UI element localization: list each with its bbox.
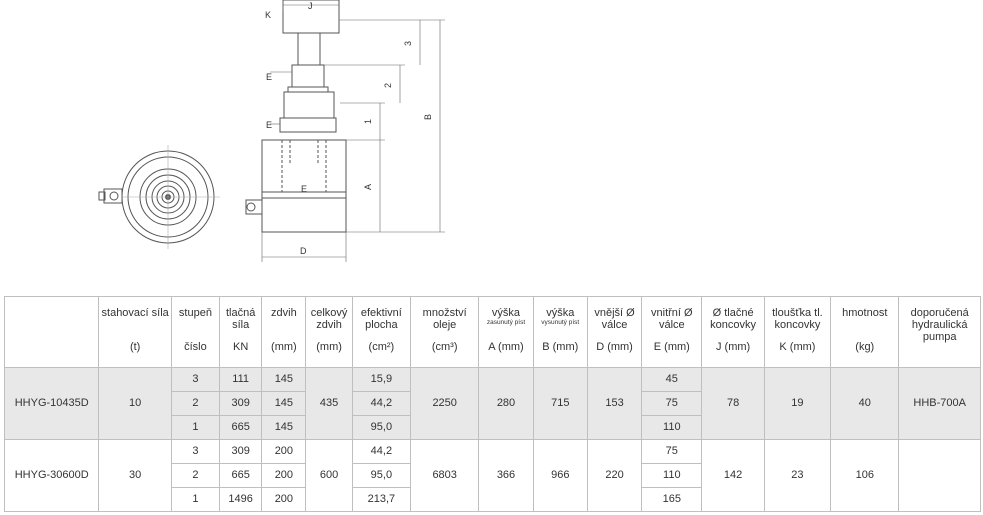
j-cell: 78 [702,368,764,440]
dim-a-label: A [363,183,373,190]
cylinder-side-view [246,0,445,262]
header-stroke: zdvih (mm) [262,297,306,368]
spec-table [4,296,981,512]
dim-j-label: J [308,1,313,11]
header-weight: hmotnost (kg) [831,297,899,368]
dim-d-label: D [300,246,307,256]
header-saddle-thickness: tloušťka tl. koncovky K (mm) [764,297,830,368]
stroke-cell: 200 [262,464,306,488]
dim-e-body-label: E [301,184,308,194]
dim-e-top-label: E [266,72,273,82]
force-cell: 30 [99,440,171,512]
header-height-a: výška zasunutý píst A (mm) [479,297,533,368]
header-outer-diameter: vnější Ø válce D (mm) [587,297,641,368]
stroke-cell: 145 [262,368,306,392]
weight-cell: 40 [831,368,899,440]
inner-e-cell: 75 [642,392,702,416]
total-stroke-cell: 435 [306,368,352,440]
outer-d-cell: 220 [587,440,641,512]
header-oil-volume: množství oleje (cm³) [411,297,479,368]
stroke-cell: 200 [262,440,306,464]
dim-e-mid-label: E [266,120,273,130]
header-push-force: tlačná síla KN [220,297,262,368]
dim-2-label: 2 [383,82,393,88]
height-b-cell: 715 [533,368,587,440]
pump-cell: HHB-700A [899,368,981,440]
header-saddle-diameter: Ø tlačné koncovky J (mm) [702,297,764,368]
inner-e-cell: 45 [642,368,702,392]
dim-1-label: 1 [363,118,373,124]
stroke-cell: 145 [262,392,306,416]
stage-cell: 3 [171,368,219,392]
oil-cell: 6803 [411,440,479,512]
height-a-cell: 366 [479,440,533,512]
dim-3-label: 3 [403,40,413,46]
kn-cell: 1496 [220,488,262,512]
stage-cell: 3 [171,440,219,464]
inner-e-cell: 110 [642,464,702,488]
header-total-stroke: celkový zdvih (mm) [306,297,352,368]
header-pump: doporučená hydraulická pumpa [899,297,981,368]
total-stroke-cell: 600 [306,440,352,512]
oil-cell: 2250 [411,368,479,440]
inner-e-cell: 165 [642,488,702,512]
weight-cell: 106 [831,440,899,512]
area-cell: 44,2 [352,392,410,416]
header-inner-diameter: vnitřní Ø válce E (mm) [642,297,702,368]
model-name: HHYG-10435D [5,368,99,440]
stage-cell: 2 [171,392,219,416]
dim-b-label: B [423,113,433,120]
area-cell: 95,0 [352,464,410,488]
header-force: stahovací síla (t) [99,297,171,368]
k-cell: 19 [764,368,830,440]
kn-cell: 309 [220,440,262,464]
inner-e-cell: 75 [642,440,702,464]
stage-cell: 1 [171,416,219,440]
header-cell-empty [5,297,99,368]
dim-k-label: K [265,10,272,20]
stage-cell: 2 [171,464,219,488]
pump-cell [899,440,981,512]
inner-e-cell: 110 [642,416,702,440]
table-row [5,440,981,464]
kn-cell: 665 [220,464,262,488]
stroke-cell: 200 [262,488,306,512]
area-cell: 95,0 [352,416,410,440]
header-row [5,297,981,368]
header-stage: stupeň číslo [171,297,219,368]
kn-cell: 665 [220,416,262,440]
k-cell: 23 [764,440,830,512]
stroke-cell: 145 [262,416,306,440]
stage-cell: 1 [171,488,219,512]
area-cell: 15,9 [352,368,410,392]
outer-d-cell: 153 [587,368,641,440]
model-name: HHYG-30600D [5,440,99,512]
force-cell: 10 [99,368,171,440]
table-row [5,368,981,392]
height-a-cell: 280 [479,368,533,440]
header-effective-area: efektivní plocha (cm²) [352,297,410,368]
area-cell: 213,7 [352,488,410,512]
kn-cell: 309 [220,392,262,416]
header-height-b: výška vysunutý píst B (mm) [533,297,587,368]
cylinder-top-view [99,145,220,249]
kn-cell: 111 [220,368,262,392]
height-b-cell: 966 [533,440,587,512]
area-cell: 44,2 [352,440,410,464]
j-cell: 142 [702,440,764,512]
